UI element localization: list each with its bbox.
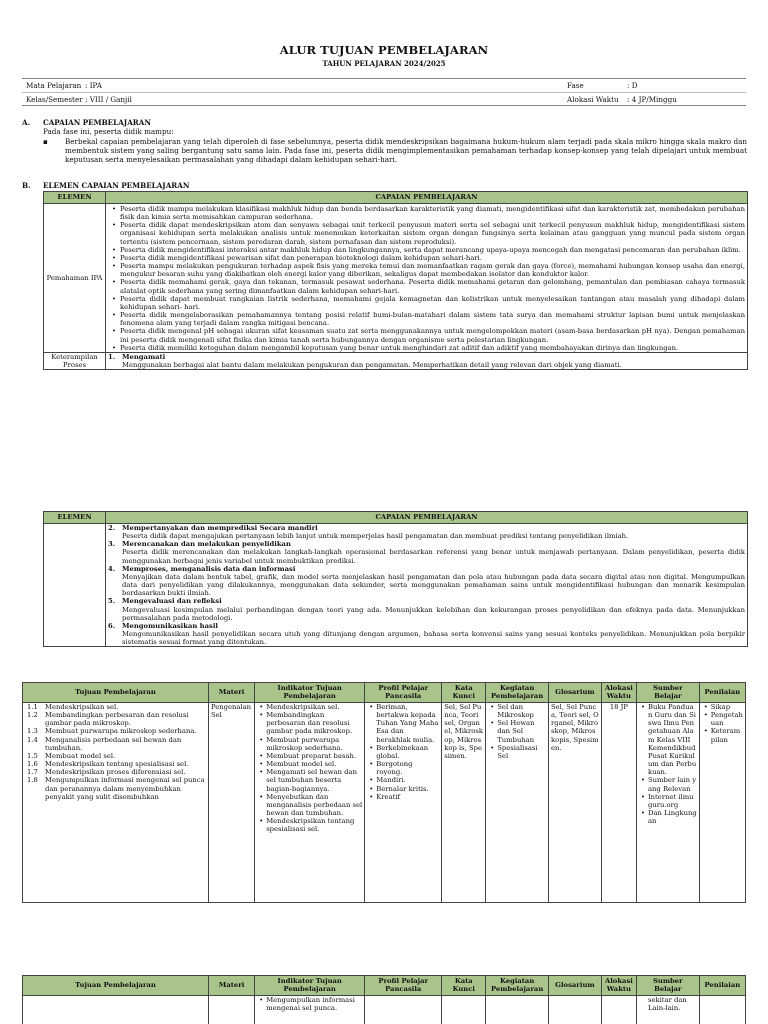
info-block [22, 78, 746, 106]
section-a-heading: CAPAIAN PEMBELAJARAN [43, 118, 151, 127]
elemen-table-2 [43, 511, 748, 647]
col-profil: Profil Pelajar Pancasila [365, 976, 442, 996]
indikator-item: • Membuat preparat basah. [257, 752, 362, 760]
elemen-table-1 [43, 191, 748, 370]
pemahaman-list [106, 204, 748, 353]
col-elemen: ELEMEN [44, 192, 106, 204]
tujuan-item: 1.7 Mendeskripsikan proses diferensiasi sel. [27, 768, 186, 777]
indikator-item: • Mengumpulkan informasi mengenai sel punca. [257, 996, 362, 1012]
page-subtitle: TAHUN PELAJARAN 2024/2025 [322, 59, 446, 68]
sumber-cell [637, 703, 700, 903]
profil-item: • Berkebinekaan global. [367, 744, 439, 760]
tujuan-item: 1.4 Menganalisis perbedaan sel hewan dan tumbuhan. [27, 735, 182, 752]
subject-label: Mata Pelajaran [26, 81, 82, 90]
tujuan-item: 1.2 Membandingkan perbesaran dan resolusi gambar pada mikroskop. [27, 711, 189, 728]
keterampilan-item: 6. Mengomunikasikan hasil Mengomunikasikan hasil penyelidikan secara utuh yang ditunjang dengan argumen, bahasa serta konvensi sains yang sesuai konteks penyelidikan. Menunjukkan pola berpikir sistematis sesuai format yang ditentukan. [108, 621, 745, 647]
sumber-item: • Buku Panduan Guru dan Siswa Ilmu Pengetahuan Alam Kelas VIII Kemendikbud Pusat Kurikulum dan Perbukuan. [639, 703, 697, 776]
keterampilan-item: 5. Mengevaluasi dan refleksi Mengevaluasi kesimpulan melalui perbandingan dengan teori yang ada. Menunjukkan kelebihan dan kekurangan proses penyelidikan dan efeknya pada data. Menunjukkan permasalahan pada metodologi. [108, 597, 745, 622]
indikator-item: • Membuat model sel. [257, 760, 362, 768]
phase-label: Fase [567, 81, 584, 90]
keterampilan-label: Keterampilan Proses [44, 352, 106, 369]
keterampilan-item: 4. Memproses, menganalisis data dan informasi Menyajikan data dalam bentuk tabel, grafik, dan model serta menjelaskan hasil pengamatan dan pola atau hubungan pada data secara digital atau non digital. Mengumpulkan data dari penyelidikan yang dilakukannya, menggunakan data sekunder, serta menggunakan pemahaman sains untuk mengidentifikasi hubungan dan menarik kesimpulan berdasarkan bukti ilmiah. [108, 564, 745, 598]
pemahaman-item: • Peserta didik mengenal pH sebagai ukuran sifat keasaman suatu zat serta menggunakannya untuk mengelompokkan materi (asam-basa berdasarkan pH nya). Dengan pemahaman ini peserta didik mengenali sifat fisika dan kimia tanah serta hubungannya dengan organisme serta pelestarian lingkungan. [108, 327, 745, 343]
pemahaman-item: • Peserta didik memiliki keteguhan dalam mengambil keputusan yang benar untuk menghindari zat aditif dan adiktif yang membahayakan dirinya dan lingkungan. [108, 344, 745, 352]
pemahaman-item: • Peserta didik mengidentifikasi interaksi antar makhluk hidup dan lingkungannya, serta dapat merancang upaya-upaya mencegah dan mengatasi pencemaran dan perubahan iklim. [108, 246, 745, 254]
col-kata-kunci: Kata Kunci [442, 976, 486, 996]
pemahaman-item: • Peserta didik dapat membuat rangkaian listrik sederhana, memahami gejala kemagnetan dan kelistrikan untuk menyelesaikan tantangan atau masalah yang dihadapi dalam kehidupan sehari- hari. [108, 295, 745, 311]
col-materi: Materi [208, 683, 254, 703]
indikator-item: • Menyebutkan dan menganalisis perbedaan sel hewan dan tumbuhan. [257, 793, 362, 817]
profil-item: • Bernalar kritis. [367, 785, 439, 793]
profil-item: • Bergotong royong. [367, 760, 439, 776]
col-glosarium: Glosarium [548, 976, 601, 996]
kegiatan-item: • Spesialisasi Sel [488, 744, 546, 760]
indikator-item: • Mendeskripsikan sel. [257, 703, 362, 711]
keterampilan-label-cont [44, 524, 106, 647]
glosarium-cell-cont [548, 996, 601, 1024]
col-penilaian: Penilaian [699, 683, 745, 703]
alokasi-cell: 18 JP [601, 703, 636, 903]
keterampilan-list [106, 352, 748, 369]
col-capaian: CAPAIAN PEMBELAJARAN [106, 192, 748, 204]
subject-value: : IPA [85, 81, 102, 90]
pemahaman-item: • Peserta mampu melakukan pengukuran terhadap aspek fisis yang mereka temui dan memanfaatkan ragam gerak dan gaya (force), memahami hubungan konsep usaha dan energi, mengukur besaran suhu yang diakibatkan oleh energi kalor yang diberikan, sekaligus dapat membedakan isolator dan konduktor kalor. [108, 262, 745, 278]
penilaian-item: • Sikap [702, 703, 743, 711]
col-elemen: ELEMEN [44, 512, 106, 524]
keterampilan-item: 1. Mengamati Menggunakan berbagai alat bantu dalam melakukan pengukuran dan pengamatan. Memperhatikan detail yang relevan dari objek yang diamati. [108, 352, 622, 369]
glosarium-cell: Sel, Sel Punca, Teori sel, Organel, Mikroskop, Mikroskopis, Spesimen. [548, 703, 601, 903]
kegiatan-cell-cont [486, 996, 549, 1024]
indikator-item: • Membandingkan perbesaran dan resolusi gambar pada mikroskop. [257, 711, 362, 735]
pemahaman-item: • Peserta didik mengelaborasikan pemahamannya tentang posisi relatif bumi-bulan-matahari dalam sistem tata surya dan memahami struktur lapisan bumi untuk menjelaskan fenomena alam yang terjadi dalam rangka mitigasi bencana. [108, 311, 745, 327]
section-a-letter: A. [22, 118, 31, 127]
col-alokasi: Alokasi Waktu [601, 976, 636, 996]
tp-table-2 [22, 975, 746, 1024]
tp-table-1 [22, 682, 746, 903]
col-indikator: Indikator Tujuan Pembelajaran [255, 683, 365, 703]
col-tujuan: Tujuan Pembelajaran [23, 683, 209, 703]
alokasi-cell-cont [601, 996, 636, 1024]
penilaian-item: • Pengetahuan [702, 711, 743, 727]
page-title: ALUR TUJUAN PEMBELAJARAN [279, 43, 489, 57]
phase-value: : D [627, 81, 638, 90]
section-b-heading: ELEMEN CAPAIAN PEMBELAJARAN [43, 181, 190, 190]
profil-item: • Kreatif [367, 793, 439, 801]
indikator-cell [255, 703, 365, 903]
tujuan-item: 1.1 Mendeskripsikan sel. [27, 703, 119, 711]
col-alokasi: Alokasi Waktu [601, 683, 636, 703]
pemahaman-item: • Peserta didik mampu melakukan klasifikasi makhluk hidup dan benda berdasarkan karakteristik yang diamati, mengidentifikasi sifat dan karakteristik zat, membedakan perubahan fisik dan kimia serta memisahkan campuran sederhana. [108, 205, 745, 221]
pemahaman-item: • Peserta didik memahami gerak, gaya dan tekanan, termasuk pesawat sederhana. Peserta didik memahami getaran dan gelombang, pemantulan dan pembiasan cahaya termasuk alatalat optik sederhana yang sering dimanfaatkan dalam kehidupan sehari-hari. [108, 278, 745, 294]
profil-item: • Beriman, bertakwa kepada Tuhan Yang Maha Esa dan berakhlak mulia. [367, 703, 439, 744]
col-tujuan: Tujuan Pembelajaran [23, 976, 209, 996]
profil-cell-cont [365, 996, 442, 1024]
section-a-bullet: Berbekal capaian pembelajaran yang telah diperoleh di fase sebelumnya, peserta didik mendeskripsikan bagaimana hukum-hukum alam terjadi pada skala mikro hingga skala makro dan membentuk sistem yang saling bergantung satu sama lain. Pada fase ini, peserta didik mengimplementasikan pemahaman terhadap konsep-konsep yang telah dipelajari untuk membuat keputusan serta menyelesaikan permasalahan yang dihadapi dalam kehidupan sehari-hari. [65, 137, 747, 165]
section-a-bullet-icon: ▪ [43, 137, 48, 146]
pemahaman-item: • Peserta didik mengidentifikasi pewarisan sifat dan penerapan bioteknologi dalam kehidupan sehari-hari. [108, 254, 745, 262]
keterampilan-item: 2. Mempertanyakan dan memprediksi Secara mandiri Peserta didik dapat mengajukan pertanyaan lebih lanjut untuk memperjelas hasil pengamatan dan membuat prediksi tentang penyelidikan ilmiah. [108, 524, 629, 541]
col-kata-kunci: Kata Kunci [442, 683, 486, 703]
indikator-item: • Mengamati sel hewan dan sel tumbuhan beserta bagian-bagiannya. [257, 768, 362, 792]
col-penilaian: Penilaian [699, 976, 745, 996]
tujuan-cell [23, 703, 209, 903]
col-capaian: CAPAIAN PEMBELAJARAN [106, 512, 748, 524]
col-kegiatan: Kegiatan Pembelajaran [486, 683, 549, 703]
section-b-letter: B. [22, 181, 31, 190]
time-label: Alokasi Waktu [567, 94, 619, 104]
profil-item: • Mandiri. [367, 776, 439, 784]
class-label: Kelas/Semester [26, 94, 83, 104]
time-value: : 4 JP/Minggu [627, 94, 677, 104]
penilaian-cell [699, 703, 745, 903]
sumber-cell-cont: sekitar dan Lain-lain. [637, 996, 700, 1024]
section-a-intro: Pada fase ini, peserta didik mampu: [43, 127, 174, 136]
sumber-item: • Internet ilmuguru.org [639, 793, 697, 809]
kegiatan-cell [486, 703, 549, 903]
col-kegiatan: Kegiatan Pembelajaran [486, 976, 549, 996]
tujuan-item: 1.5 Membuat model sel. [27, 751, 116, 760]
kegiatan-item: • Sel dan Mikroskop [488, 703, 546, 719]
tujuan-item: 1.6 Mendeskripsikan tentang spesialisasi sel. [27, 760, 189, 769]
col-indikator: Indikator Tujuan Pembelajaran [255, 976, 365, 996]
materi-cell-cont [208, 996, 254, 1024]
penilaian-cell-cont [699, 996, 745, 1024]
tujuan-item: 1.8 Mengumpulkan informasi mengenai sel punca dan peranannya dalam menyembuhkan penyakit yang sulit disembuhkan [27, 776, 205, 801]
col-sumber: Sumber Belajar [637, 683, 700, 703]
keterampilan-item: 3. Merencanakan dan melakukan penyelidikan Peserta didik merencanakan dan melakukan langkah-langkah operasional berdasarkan referensi yang benar untuk menjawab pertanyaan. Dalam penyelidikan, peserta didik menggunakan berbagai jenis variabel untuk membuktikan prediksi. [108, 540, 745, 565]
col-profil: Profil Pelajar Pancasila [365, 683, 442, 703]
pemahaman-item: • Peserta didik dapat mendeskripsikan atom dan senyawa sebagai unit terkecil penyusun materi serta sel sebagai unit terkecil penyusun makhluk hidup, mengidentifikasi sistem organisasi kehidupan serta melakukan analisis untuk menemukan keterkaitan sistem organ dengan fungsinya serta kelainan atau gangguan yang muncul pada sistem organ tertentu (sistem pencernaan, sistem peredaran darah, sistem pernafasan dan sistem reproduksi). [108, 221, 745, 245]
keterampilan-list-cont [106, 524, 748, 647]
kegiatan-item: • Sel Hewan dan Sel Tumbuhan [488, 719, 546, 743]
profil-cell [365, 703, 442, 903]
tujuan-item: 1.3 Membuat purwarupa mikroskop sederhana. [27, 727, 197, 736]
col-sumber: Sumber Belajar [637, 976, 700, 996]
col-glosarium: Glosarium [548, 683, 601, 703]
kata-kunci-cell-cont [442, 996, 486, 1024]
kata-kunci-cell: Sel, Sel Punca, Teori sel, Organel, Mikroskop, Mikroskop is, Spesimen. [442, 703, 486, 903]
pemahaman-label: Pemahaman IPA [44, 204, 106, 353]
indikator-item: • Membuat purwarupa mikroskop sederhana. [257, 736, 362, 752]
sumber-item: • Dan Lingkungan [639, 809, 697, 825]
class-value: : VIII / Ganjil [85, 94, 132, 104]
sumber-item: • Sumber lain yang Relevan [639, 776, 697, 792]
penilaian-item: • Keterampilan [702, 727, 743, 743]
tujuan-cell-cont [23, 996, 209, 1024]
materi-cell: Pengenalan Sel [208, 703, 254, 903]
indikator-cell-cont [255, 996, 365, 1024]
indikator-item: • Mendeskripsikan tentang spesialisasi sel. [257, 817, 362, 833]
col-materi: Materi [208, 976, 254, 996]
